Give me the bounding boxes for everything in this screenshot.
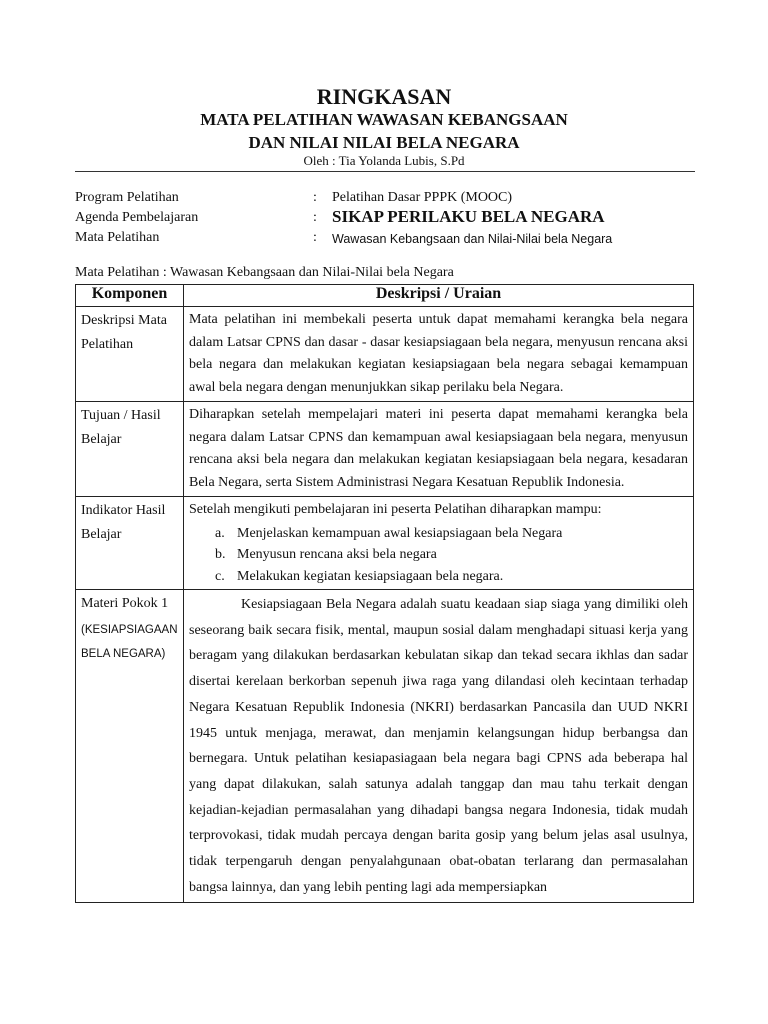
component-cell bbox=[76, 497, 184, 590]
list-item bbox=[189, 544, 688, 566]
description-cell: Kesiapsiagaan Bela Negara adalah suatu keadaan siap siaga yang dimiliki oleh seseorang baik secara fisik, mental, maupun sosial dalam menghadapi situasi kerja yang beragam yang dilakukan berdasarkan kebulatan sikap dan tekad secara ikhlas dan sadar disertai kerelaan berkorban sepenuh jiwa raga yang dilandasi oleh kecintaan terhadap Negara Kesatuan Republik Indonesia (NKRI) berdasarkan Pancasila dan UUD NKRI 1945 untuk menjaga, merawat, dan menjamin kelangsungan hidup berbangsa dan bernegara. Untuk pelatihan kesiapasiagaan bela negara bagi CPNS ada beberapa hal yang dapat dilakukan, salah satunya adalah tanggap dan mau tahu terkait dengan kejadian-kejadian permasalahan yang dihadapi bangsa negara Indonesia, tidak mudah terprovokasi, tidak mudah percaya dengan barita gosip yang belum jelas asal usulnya, tidak terpengaruh dengan penyalahgunaan obat-obatan terlarang dan permasalahan bangsa lainnya, dan yang lebih penting lagi ada mempersiapkan bbox=[184, 590, 694, 903]
meta-row-mata-pelatihan bbox=[75, 230, 695, 250]
summary-table bbox=[75, 284, 694, 903]
component-cell bbox=[76, 307, 184, 402]
component-label: Deskripsi Mata Pelatihan bbox=[81, 313, 167, 352]
component-label: Indikator Hasil Belajar bbox=[81, 503, 166, 542]
meta-row-agenda bbox=[75, 207, 695, 230]
document-author: Oleh : Tia Yolanda Lubis, S.Pd bbox=[303, 153, 465, 168]
description-cell: Mata pelatihan ini membekali peserta untuk dapat memahami kerangka bela negara dalam Latsar CPNS dan dasar - dasar kesiapsiagaan bela negara, menyusun rencana aksi bela negara dan melakukan kegiatan kesiapsiagaan bela negara sebagai kemampuan awal bela negara dengan menunjukkan sikap perilaku bela Negara. bbox=[184, 307, 694, 402]
description-cell bbox=[184, 497, 694, 590]
meta-value: Wawasan Kebangsaan dan Nilai-Nilai bela Negara bbox=[332, 232, 613, 246]
column-header-deskripsi: Deskripsi / Uraian bbox=[184, 285, 694, 307]
meta-label: Program Pelatihan bbox=[75, 190, 179, 205]
document-subtitle-line2: DAN NILAI NILAI BELA NEGARA bbox=[248, 133, 520, 152]
column-header-komponen: Komponen bbox=[76, 285, 184, 307]
list-item bbox=[189, 523, 688, 545]
table-row bbox=[76, 497, 694, 590]
list-item bbox=[189, 566, 688, 588]
list-marker: a. bbox=[215, 525, 225, 541]
meta-value: Pelatihan Dasar PPPK (MOOC) bbox=[332, 190, 513, 205]
indicator-intro: Setelah mengikuti pembelajaran ini peserta Pelatihan diharapkan mampu: bbox=[189, 502, 602, 517]
meta-label: Agenda Pembelajaran bbox=[75, 210, 199, 225]
header-divider bbox=[75, 171, 695, 172]
table-caption: Mata Pelatihan : Wawasan Kebangsaan dan Nilai-Nilai bela Negara bbox=[75, 265, 454, 280]
list-item-text: Melakukan kegiatan kesiapsiagaan bela negara. bbox=[237, 568, 504, 584]
component-label: Tujuan / Hasil Belajar bbox=[81, 408, 161, 447]
component-sublabel: (KESIAPSIAGAAN BELA NEGARA) bbox=[81, 624, 178, 660]
component-label: Materi Pokok 1 bbox=[81, 596, 169, 611]
description-cell: Diharapkan setelah mempelajari materi ini peserta dapat memahami kerangka bela negara dalam Latsar CPNS dan kemampuan awal kesiapsiagaan bela negara, menyusun rencana aksi bela negara dan melakukan kegiatan kesiapsiagaan bela negara, kesadaran Bela Negara, serta Sistem Administrasi Negara Kesatuan Republik Indonesia. bbox=[184, 402, 694, 497]
list-item-text: Menyusun rencana aksi bela negara bbox=[237, 547, 437, 562]
document-subtitle-line1: MATA PELATIHAN WAWASAN KEBANGSAAN bbox=[200, 110, 568, 129]
document-title: RINGKASAN bbox=[316, 84, 452, 109]
meta-value: SIKAP PERILAKU BELA NEGARA bbox=[332, 207, 605, 226]
meta-label: Mata Pelatihan bbox=[75, 230, 160, 245]
meta-colon: : bbox=[313, 190, 317, 205]
table-row bbox=[76, 307, 694, 402]
table-row bbox=[76, 590, 694, 903]
list-marker: b. bbox=[215, 547, 226, 562]
indicator-list bbox=[189, 523, 688, 588]
table-row bbox=[76, 402, 694, 497]
list-marker: c. bbox=[215, 568, 225, 584]
component-cell bbox=[76, 402, 184, 497]
component-cell bbox=[76, 590, 184, 903]
list-item-text: Menjelaskan kemampuan awal kesiapsiagaan bela Negara bbox=[237, 525, 563, 541]
meta-colon: : bbox=[313, 210, 317, 225]
meta-colon: : bbox=[313, 230, 317, 245]
table-header-row bbox=[76, 285, 694, 307]
